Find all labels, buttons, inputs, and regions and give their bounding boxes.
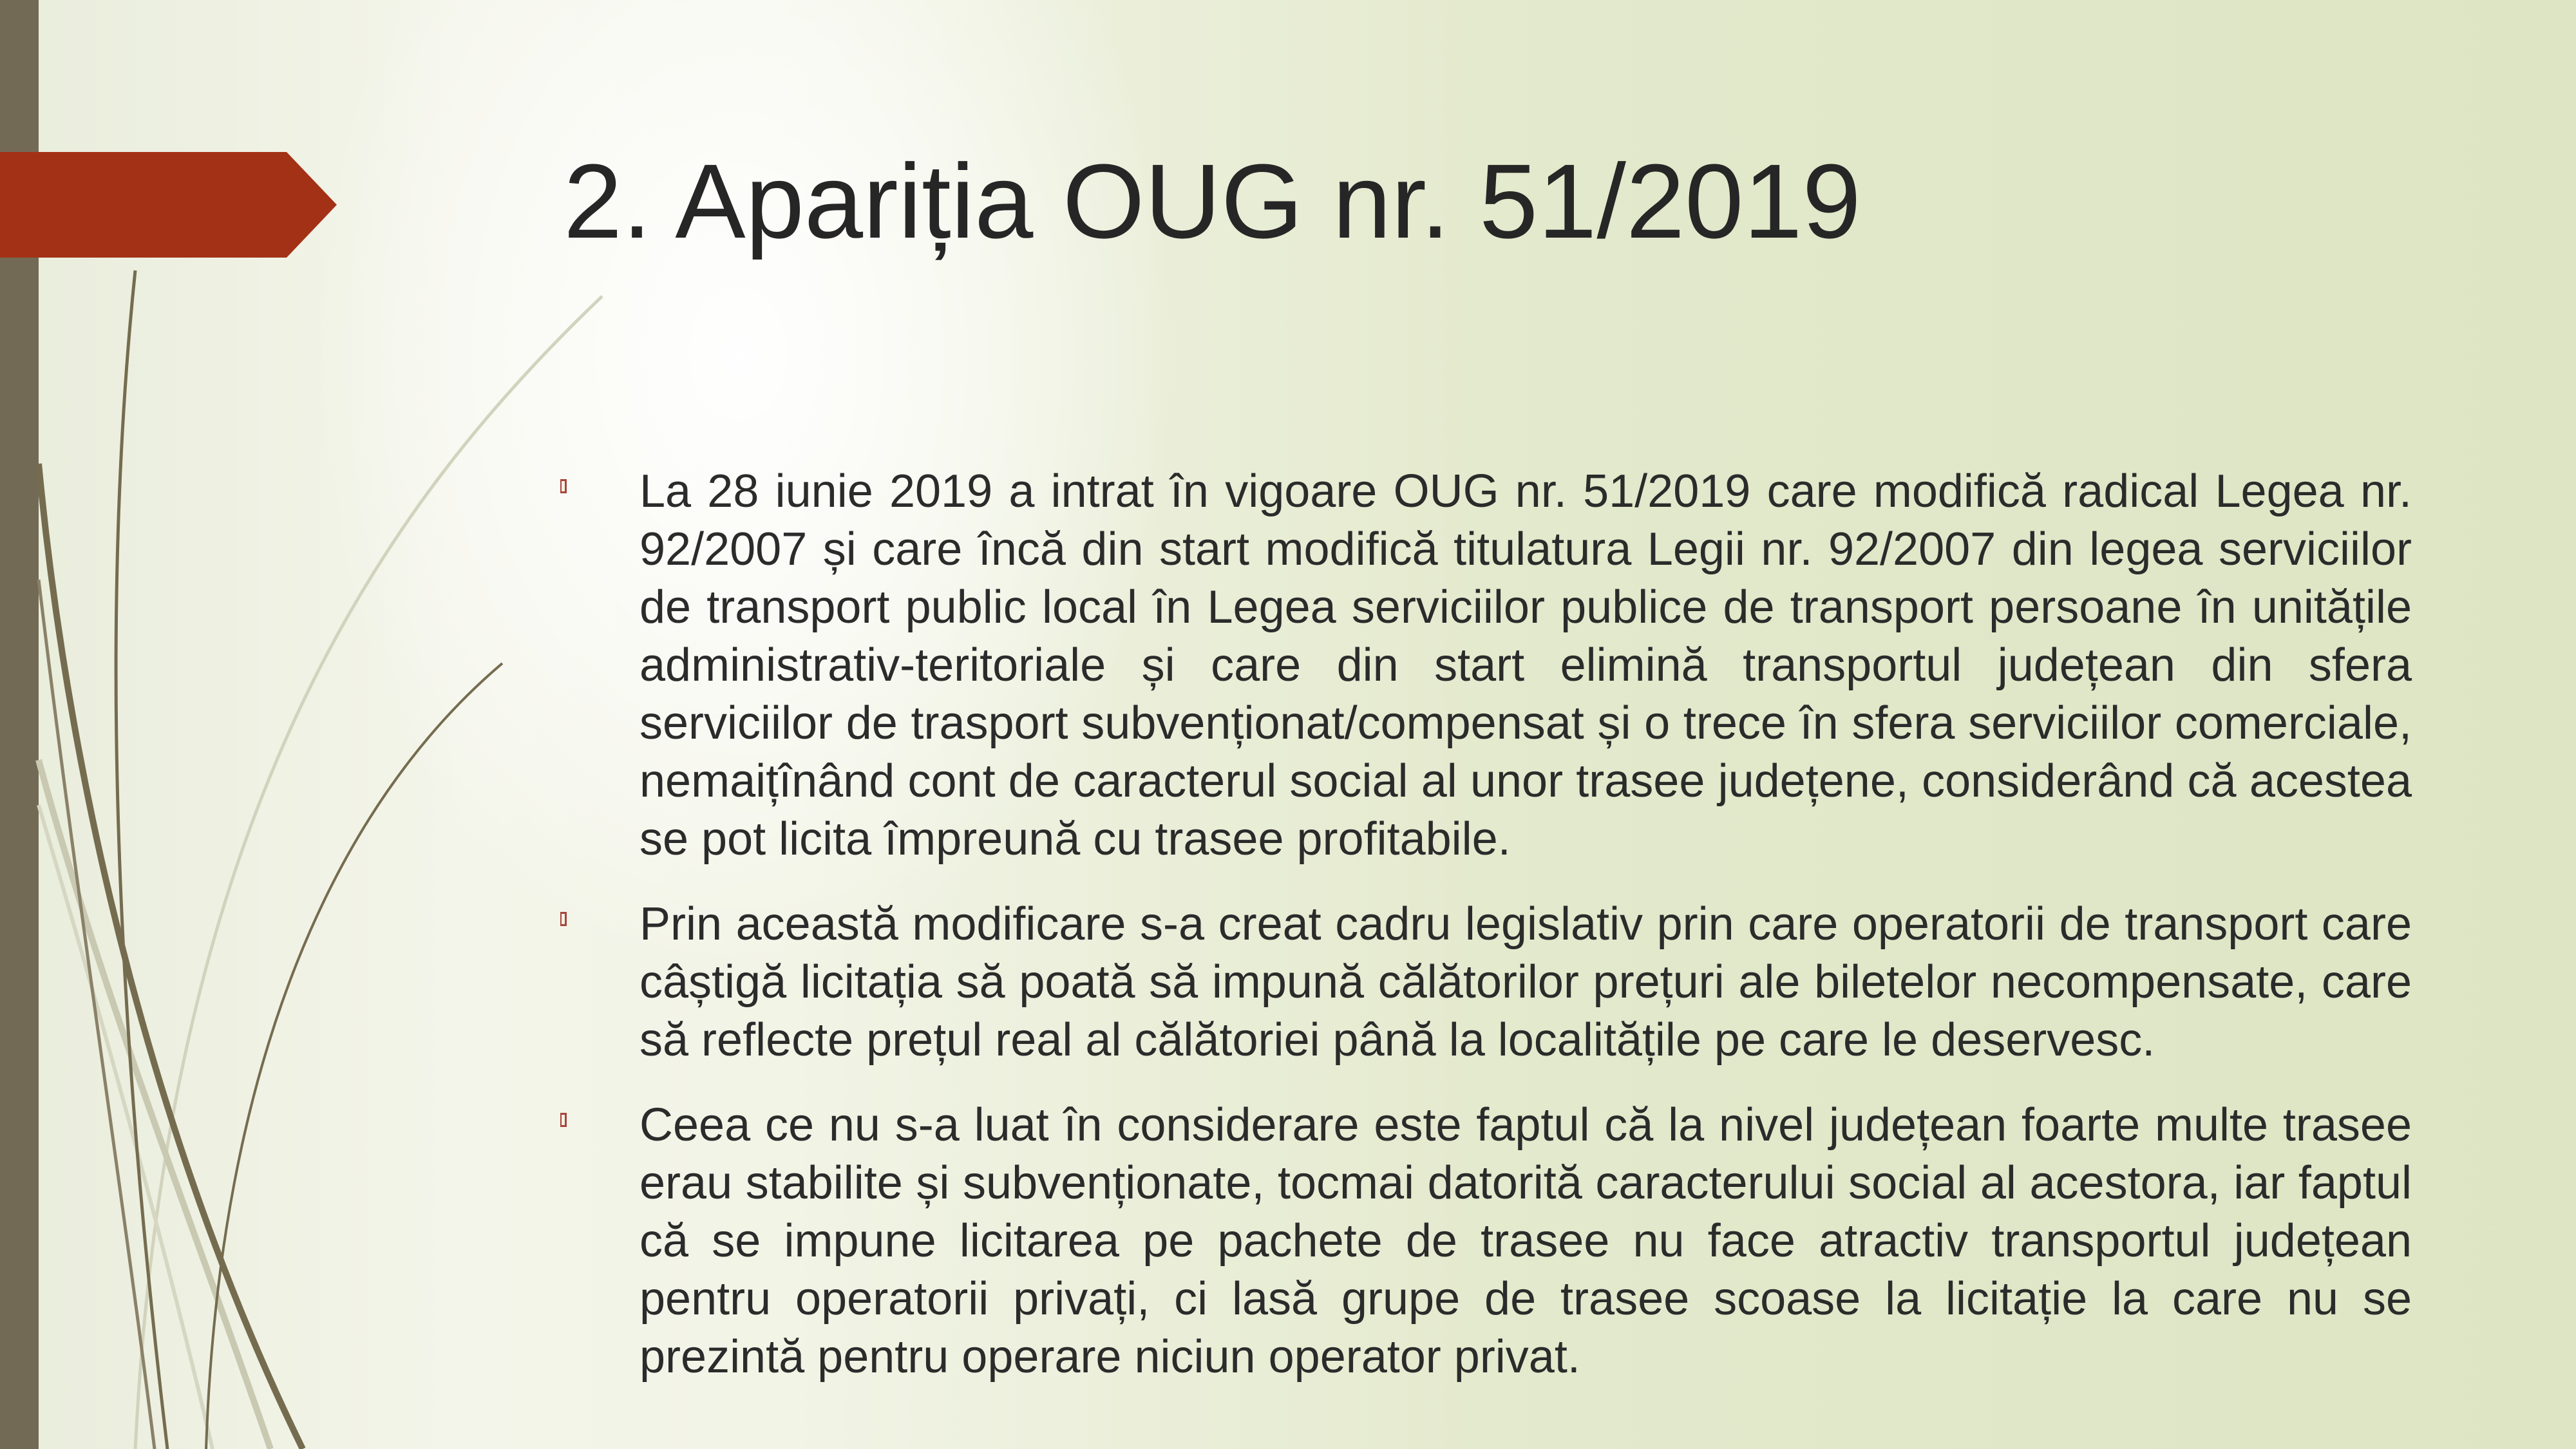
bullet-item xyxy=(560,1096,2412,1386)
bullet-item xyxy=(560,462,2412,868)
slide-title: 2. Apariția OUG nr. 51/2019 xyxy=(564,142,1861,260)
slide-content xyxy=(560,462,2412,1413)
bullet-text: La 28 iunie 2019 a intrat în vigoare OUG nr. 51/2019 care modifică radical Legea nr. 92/2007 și care încă din start modifică titulatura Legii nr. 92/2007 din legea serviciilor de transport public local în Legea serviciilor publice de transport persoane în unitățile administrativ-teritoriale și care din start elimină transportul județean din sfera serviciilor de trasport subvenționat/compensat și o trece în sfera serviciilor comerciale, nemaițînând cont de caracterul social al unor trasee județene, considerând că acestea se pot licita împreună cu trasee profitabile. xyxy=(639,466,2412,865)
decorative-grass-strokes xyxy=(0,0,644,1449)
title-accent-arrow xyxy=(0,152,337,258)
bullet-text: Prin această modificare s-a creat cadru legislativ prin care operatorii de transport care câștigă licitația să poată să impună călătorilor prețuri ale biletelor necompensate, care să reflecte prețul real al călătoriei până la localitățile pe care le deservesc. xyxy=(639,898,2412,1066)
bullet-marker-icon xyxy=(560,1113,567,1127)
bullet-text: Ceea ce nu s-a luat în considerare este faptul că la nivel județean foarte multe trasee erau stabilite și subvenționate, tocmai datorită caracterului social al acestora, iar faptul că se impune licitarea pe pachete de trasee nu face atractiv transportul județean pentru operatorii privați, ci lasă grupe de trasee scoase la licitație la care nu se prezintă pentru operare niciun operator privat. xyxy=(639,1099,2412,1383)
bullet-marker-icon xyxy=(560,479,567,493)
bullet-marker-icon xyxy=(560,912,567,926)
bullet-item xyxy=(560,895,2412,1069)
